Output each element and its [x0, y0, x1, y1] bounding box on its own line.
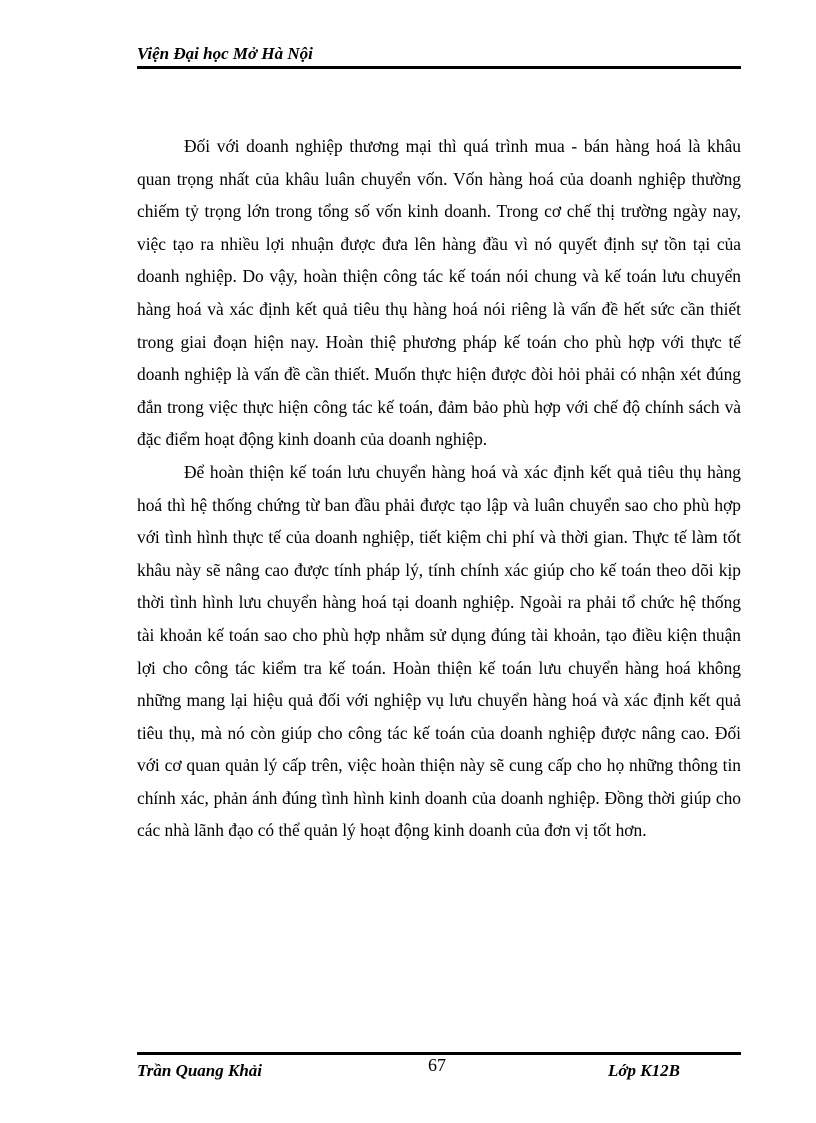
document-body	[137, 130, 741, 847]
class-name: Lớp K12B	[608, 1061, 680, 1080]
institution-title: Viện Đại học Mở Hà Nội	[137, 44, 313, 63]
page-header	[137, 44, 741, 69]
header-rule	[137, 66, 741, 69]
paragraph: Để hoàn thiện kế toán lưu chuyển hàng hoá và xác định kết quả tiêu thụ hàng hoá thì hệ thống chứng từ ban đầu phải được tạo lập và luân chuyển sao cho phù hợp với tình hình thực tế của doanh nghiệp, tiết kiệm chi phí và thời gian. Thực tế làm tốt khâu này sẽ nâng cao được tính pháp lý, tính chính xác giúp cho kế toán theo dõi kịp thời tình hình lưu chuyển hàng hoá tại doanh nghiệp. Ngoài ra phải tổ chức hệ thống tài khoản kế toán sao cho phù hợp nhằm sử dụng đúng tài khoản, tạo điều kiện thuận lợi cho công tác kiểm tra kế toán. Hoàn thiện kế toán lưu chuyển hàng hoá không những mang lại hiệu quả đối với nghiệp vụ lưu chuyển hàng hoá và xác định kết quả tiêu thụ, mà nó còn giúp cho công tác kế toán của doanh nghiệp được nâng cao. Đối với cơ quan quản lý cấp trên, việc hoàn thiện này sẽ cung cấp cho họ những thông tin chính xác, phản ánh đúng tình hình kinh doanh của doanh nghiệp. Đồng thời giúp cho các nhà lãnh đạo có thể quản lý hoạt động kinh doanh của đơn vị tốt hơn.	[137, 461, 741, 841]
page-footer	[137, 1052, 741, 1085]
page-number: 67	[428, 1055, 446, 1075]
author-name: Trần Quang Khải	[137, 1061, 263, 1080]
paragraph: Đối với doanh nghiệp thương mại thì quá trình mua - bán hàng hoá là khâu quan trọng nhất của khâu luân chuyển vốn. Vốn hàng hoá của doanh nghiệp thường chiếm tỷ trọng lớn trong tổng số vốn kinh doanh. Trong cơ chế thị trường ngày nay, việc tạo ra nhiều lợi nhuận được đưa lên hàng đầu vì nó quyết định sự tồn tại của doanh nghiệp. Do vậy, hoàn thiện công tác kế toán nói chung và kế toán lưu chuyển hàng hoá và xác định kết quả tiêu thụ hàng hoá nói riêng là vấn đề hết sức cần thiết trong giai đoạn hiện nay. Hoàn thiệ phương pháp kế toán cho phù hợp với thực tế doanh nghiệp là vấn đề cần thiết. Muốn thực hiện được đòi hỏi phải có nhận xét đúng đắn trong việc thực hiện công tác kế toán, đảm bảo phù hợp với chế độ chính sách và đặc điểm hoạt động kinh doanh của doanh nghiệp.	[137, 136, 741, 450]
footer-row	[137, 1055, 741, 1085]
